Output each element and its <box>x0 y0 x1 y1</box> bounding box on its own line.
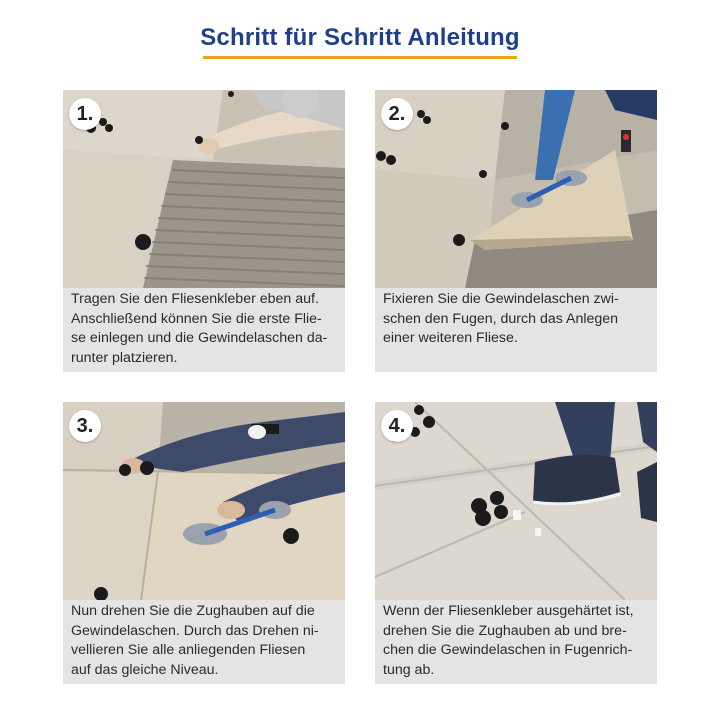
step-2-number-badge: 2. <box>381 98 413 130</box>
step-1-number-badge: 1. <box>69 98 101 130</box>
step-3-number-badge: 3. <box>69 410 101 442</box>
step-4-description: Wenn der Fliesenkleber ausgehärtet ist, drehen Sie die Zughauben ab und bre- chen die Gewindelaschen in Fugenrich- tung ab. <box>383 603 634 678</box>
step-1-description: Tragen Sie den Fliesenkleber eben auf. Anschließend können Sie die erste Flie- se einlegen und die Gewindelaschen da- runter platzieren. <box>71 291 328 366</box>
step-3-photo <box>63 402 345 600</box>
step-card-4 <box>375 402 657 684</box>
step-card-3 <box>63 402 345 684</box>
step-4-number-badge: 4. <box>381 410 413 442</box>
step-2-photo <box>375 90 657 288</box>
step-1-photo <box>63 90 345 288</box>
step-3-description: Nun drehen Sie die Zughauben auf die Gewindelaschen. Durch das Drehen ni- vellieren Sie alle anliegenden Fliesen auf das gleiche Niveau. <box>71 603 319 678</box>
step-card-1 <box>63 90 345 372</box>
step-2-description: Fixieren Sie die Gewindelaschen zwi- schen den Fugen, durch das Anlegen einer weiteren Fliese. <box>383 291 619 346</box>
title-underline <box>203 56 517 59</box>
page-title: Schritt für Schritt Anleitung <box>200 24 520 51</box>
step-4-photo <box>375 402 657 600</box>
step-card-2 <box>375 90 657 372</box>
